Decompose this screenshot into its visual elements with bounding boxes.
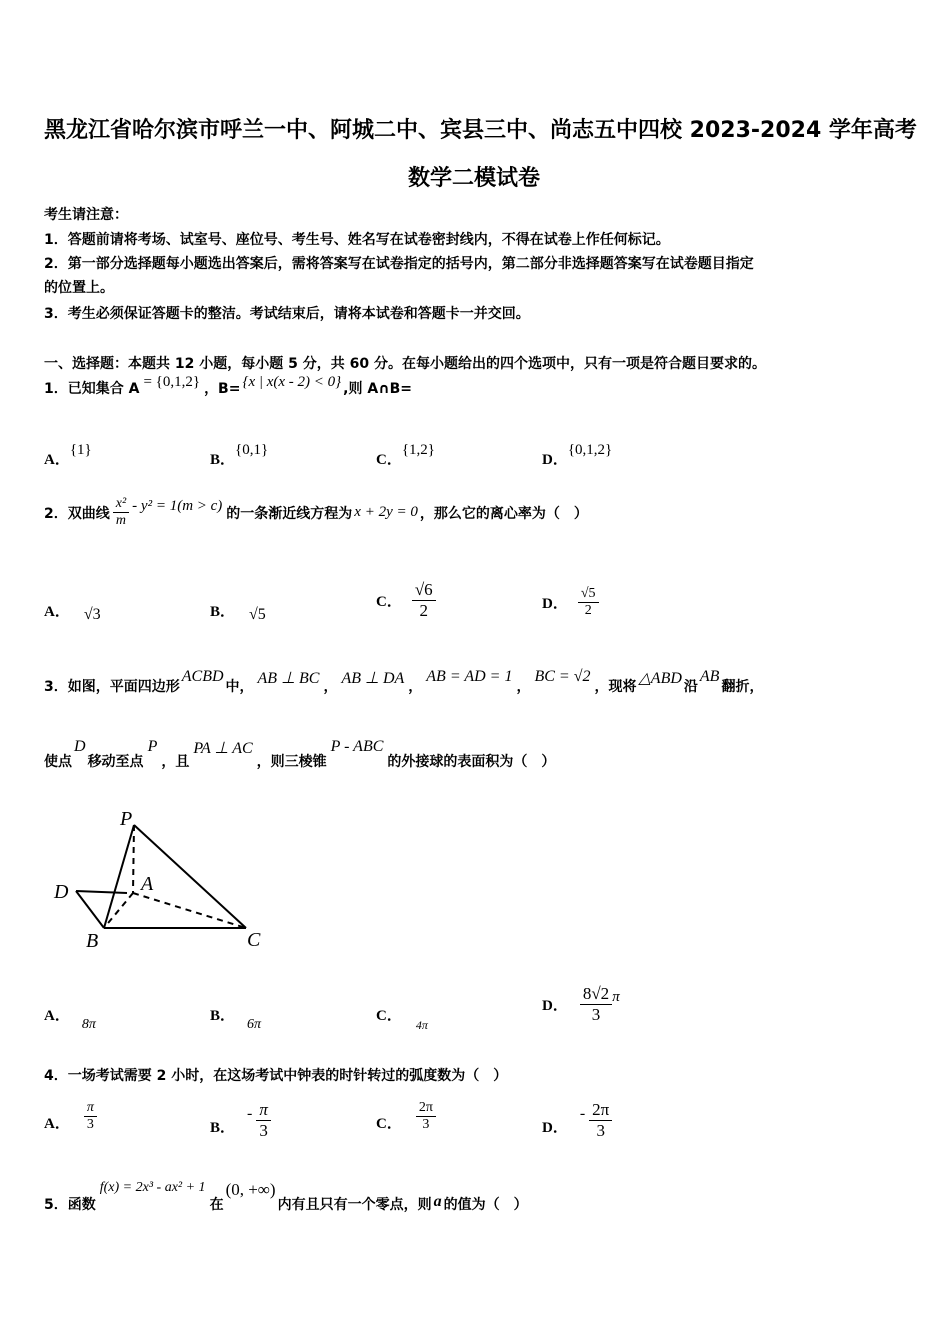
q5-text-4: 的值为（ ） xyxy=(443,1197,528,1213)
q4-option-c-frac xyxy=(416,1100,436,1133)
q3-math-pa-perp-ac: PA ⊥ AC xyxy=(193,740,253,757)
q1-set-a: = {0,1,2} xyxy=(143,373,201,390)
q3-math-p-abc: P - ABC xyxy=(330,738,384,755)
q4-option-d xyxy=(542,1100,612,1140)
q2-option-c-label: C． xyxy=(376,593,402,610)
q2-option-b-value: √5 xyxy=(249,605,266,623)
label-b: B xyxy=(86,930,99,952)
q3-option-c-value: 4π xyxy=(415,1018,428,1032)
q3-text-2: 中， xyxy=(225,679,254,695)
q4-option-c-label: C． xyxy=(376,1116,402,1133)
q2-text-1: 的一条渐近线方程为 xyxy=(226,505,353,522)
edge-pb xyxy=(104,825,134,928)
q5-text-2: 在 xyxy=(209,1197,224,1213)
q2-option-a-label: A． xyxy=(44,604,70,620)
q4-option-c xyxy=(376,1100,436,1133)
q1-option-a xyxy=(44,438,92,468)
q5-variable-a: a xyxy=(433,1193,442,1210)
edge-ac xyxy=(133,893,246,928)
notice-heading: 考生请注意： xyxy=(44,207,128,223)
q1-prefix: 1．已知集合 A xyxy=(44,381,140,397)
q3-math-ab-perp-bc: AB ⊥ BC xyxy=(257,670,320,687)
q5-interval: (0, +∞) xyxy=(225,1180,276,1199)
q1-option-c-value: {1,2} xyxy=(401,442,435,458)
edge-da xyxy=(76,891,127,893)
q2-option-c-den: 2 xyxy=(419,600,429,620)
q3-text-4: ， xyxy=(408,679,423,695)
q4-option-b-den: 3 xyxy=(259,1120,268,1140)
q2-option-d-frac xyxy=(578,586,599,619)
q5-text-1: 5．函数 xyxy=(44,1197,96,1213)
q4-option-a-label: A． xyxy=(44,1116,70,1133)
q2-option-b xyxy=(210,600,266,621)
q3-math-ab: AB xyxy=(699,668,720,685)
q1-option-d xyxy=(542,438,613,468)
q3-option-d-den: 3 xyxy=(591,1004,601,1024)
question-5-stem xyxy=(44,1180,528,1214)
q3-math-p: P xyxy=(147,738,158,755)
q3-option-d-label: D． xyxy=(542,997,568,1014)
q4-option-b-frac xyxy=(256,1100,271,1140)
q3-text-5: ， xyxy=(516,679,531,695)
q1-suffix: ,则 A∩B= xyxy=(343,381,412,397)
notice-item-1: 1．答题前请将考场、试室号、座位号、考生号、姓名写在试卷密封线内，不得在试卷上作任何标记。 xyxy=(44,232,670,248)
q4-option-a xyxy=(44,1100,97,1133)
q3-text-7: 沿 xyxy=(683,679,698,695)
q2-equation: - y² = 1(m > c) xyxy=(132,498,223,515)
notice-item-2-cont: 的位置上。 xyxy=(44,280,114,296)
label-a: A xyxy=(141,873,154,895)
q3-math-d: D xyxy=(74,738,86,755)
q1-option-a-value: {1} xyxy=(69,442,92,458)
q2-fraction xyxy=(113,496,129,529)
notice-item-2: 2．第一部分选择题每小题选出答案后，需将答案写在试卷指定的括号内，第二部分非选择题答案写在试卷题目指定 xyxy=(44,256,754,272)
q3-line2-text-3: ，且 xyxy=(161,754,190,770)
question-4-stem: 4．一场考试需要 2 小时，在这场考试中钟表的时针转过的弧度数为（ ） xyxy=(44,1068,508,1084)
q4-option-d-den: 3 xyxy=(596,1120,605,1140)
q2-number: 2．双曲线 xyxy=(44,505,110,522)
q5-function: f(x) = 2x³ - ax² + 1 xyxy=(99,1180,206,1195)
question-3-stem-line2 xyxy=(44,738,555,771)
q4-option-a-den: 3 xyxy=(86,1117,94,1133)
q4-option-b-sign: - xyxy=(247,1105,253,1123)
question-2-stem xyxy=(44,496,588,529)
q3-option-b xyxy=(210,1004,262,1032)
q3-option-a-label: A． xyxy=(44,1008,70,1024)
q1-option-b-value: {0,1} xyxy=(235,442,269,458)
q1-mid: ，B= xyxy=(204,381,241,397)
q1-set-b: {x | x(x - 2) < 0} xyxy=(242,373,342,390)
exam-title-line1: 黑龙江省哈尔滨市呼兰一中、阿城二中、宾县三中、尚志五中四校 2023-2024 学年高考 xyxy=(44,118,917,143)
q1-option-c-label: C． xyxy=(376,452,402,468)
q2-asymptote: x + 2y = 0 xyxy=(354,504,418,521)
q1-option-d-label: D． xyxy=(542,452,568,468)
q3-math-ab-perp-da: AB ⊥ DA xyxy=(341,670,405,687)
q3-text-8: 翻折， xyxy=(721,679,764,695)
q3-text-6: ，现将 xyxy=(594,679,637,695)
q4-option-d-frac xyxy=(589,1100,612,1140)
q1-option-b xyxy=(210,438,269,468)
q3-math-bc: BC = √2 xyxy=(534,668,591,685)
q2-fraction-num: x² xyxy=(113,496,129,513)
q2-option-d xyxy=(542,586,599,619)
q3-option-d-num: 8√2 xyxy=(580,984,612,1005)
q1-option-b-label: B． xyxy=(210,452,236,468)
label-p: P xyxy=(120,808,133,830)
q3-option-c-label: C． xyxy=(376,1008,402,1024)
q3-math-triangle-abd: △ABD xyxy=(638,670,682,687)
q1-option-d-value: {0,1,2} xyxy=(567,442,613,458)
label-d: D xyxy=(54,881,69,903)
q4-option-d-label: D． xyxy=(542,1119,568,1136)
q3-math-acbd: ACBD xyxy=(181,668,224,685)
q4-option-d-sign: - xyxy=(579,1105,586,1123)
q3-option-a xyxy=(44,1004,96,1032)
notice-item-3: 3．考生必须保证答题卡的整洁。考试结束后，请将本试卷和答题卡一并交回。 xyxy=(44,306,530,322)
q3-option-a-value: 8π xyxy=(81,1017,96,1032)
q2-option-a-value: √3 xyxy=(83,605,101,623)
q3-option-d xyxy=(542,984,620,1024)
q4-option-a-num: π xyxy=(84,1100,97,1117)
q2-option-d-label: D． xyxy=(542,596,568,613)
q2-fraction-den: m xyxy=(115,513,127,529)
q2-option-b-label: B． xyxy=(210,604,236,620)
q1-option-c xyxy=(376,438,435,468)
q3-line2-text-5: 的外接球的表面积为（ ） xyxy=(387,754,556,770)
q3-option-c xyxy=(376,1004,428,1032)
question-3-stem-line1 xyxy=(44,668,763,696)
q2-option-c xyxy=(376,580,436,620)
q4-option-b-label: B． xyxy=(210,1119,236,1136)
q3-line2-text-4: ，则三棱锥 xyxy=(256,754,327,770)
label-c: C xyxy=(247,929,261,951)
q1-option-a-label: A． xyxy=(44,452,70,468)
q3-math-ab-ad: AB = AD = 1 xyxy=(426,668,513,685)
q2-option-c-num: √6 xyxy=(412,580,436,601)
q3-text-1: 3．如图，平面四边形 xyxy=(44,679,180,695)
q3-option-d-pi: π xyxy=(612,988,620,1005)
q4-option-c-num: 2π xyxy=(416,1100,436,1117)
q3-option-d-frac xyxy=(580,984,612,1024)
q2-option-d-den: 2 xyxy=(584,603,592,619)
q4-option-c-den: 3 xyxy=(422,1117,430,1133)
q3-text-3: ， xyxy=(323,679,338,695)
section-heading: 一、选择题：本题共 12 小题，每小题 5 分，共 60 分。在每小题给出的四个选项中，只有一项是符合题目要求的。 xyxy=(44,356,766,372)
q2-option-a xyxy=(44,600,101,621)
q4-option-b-num: π xyxy=(256,1100,271,1121)
q4-option-d-num: 2π xyxy=(589,1100,612,1121)
q3-pyramid-figure xyxy=(44,800,284,960)
q4-option-b xyxy=(210,1100,271,1140)
q2-option-c-frac xyxy=(412,580,436,620)
q4-option-a-frac xyxy=(84,1100,97,1133)
question-1-stem xyxy=(44,373,412,398)
q3-option-b-value: 6π xyxy=(247,1017,262,1032)
exam-title-line2: 数学二模试卷 xyxy=(408,166,541,191)
q3-option-b-label: B． xyxy=(210,1008,236,1024)
q3-line2-text-2: 移动至点 xyxy=(87,754,144,770)
q5-text-3: 内有且只有一个零点，则 xyxy=(277,1197,432,1213)
q2-text-2: ，那么它的离心率为（ ） xyxy=(419,505,588,522)
edge-pa xyxy=(133,825,134,893)
q3-line2-text-1: 使点 xyxy=(44,754,72,770)
edge-db xyxy=(76,891,104,928)
q2-option-d-num: √5 xyxy=(578,586,599,603)
